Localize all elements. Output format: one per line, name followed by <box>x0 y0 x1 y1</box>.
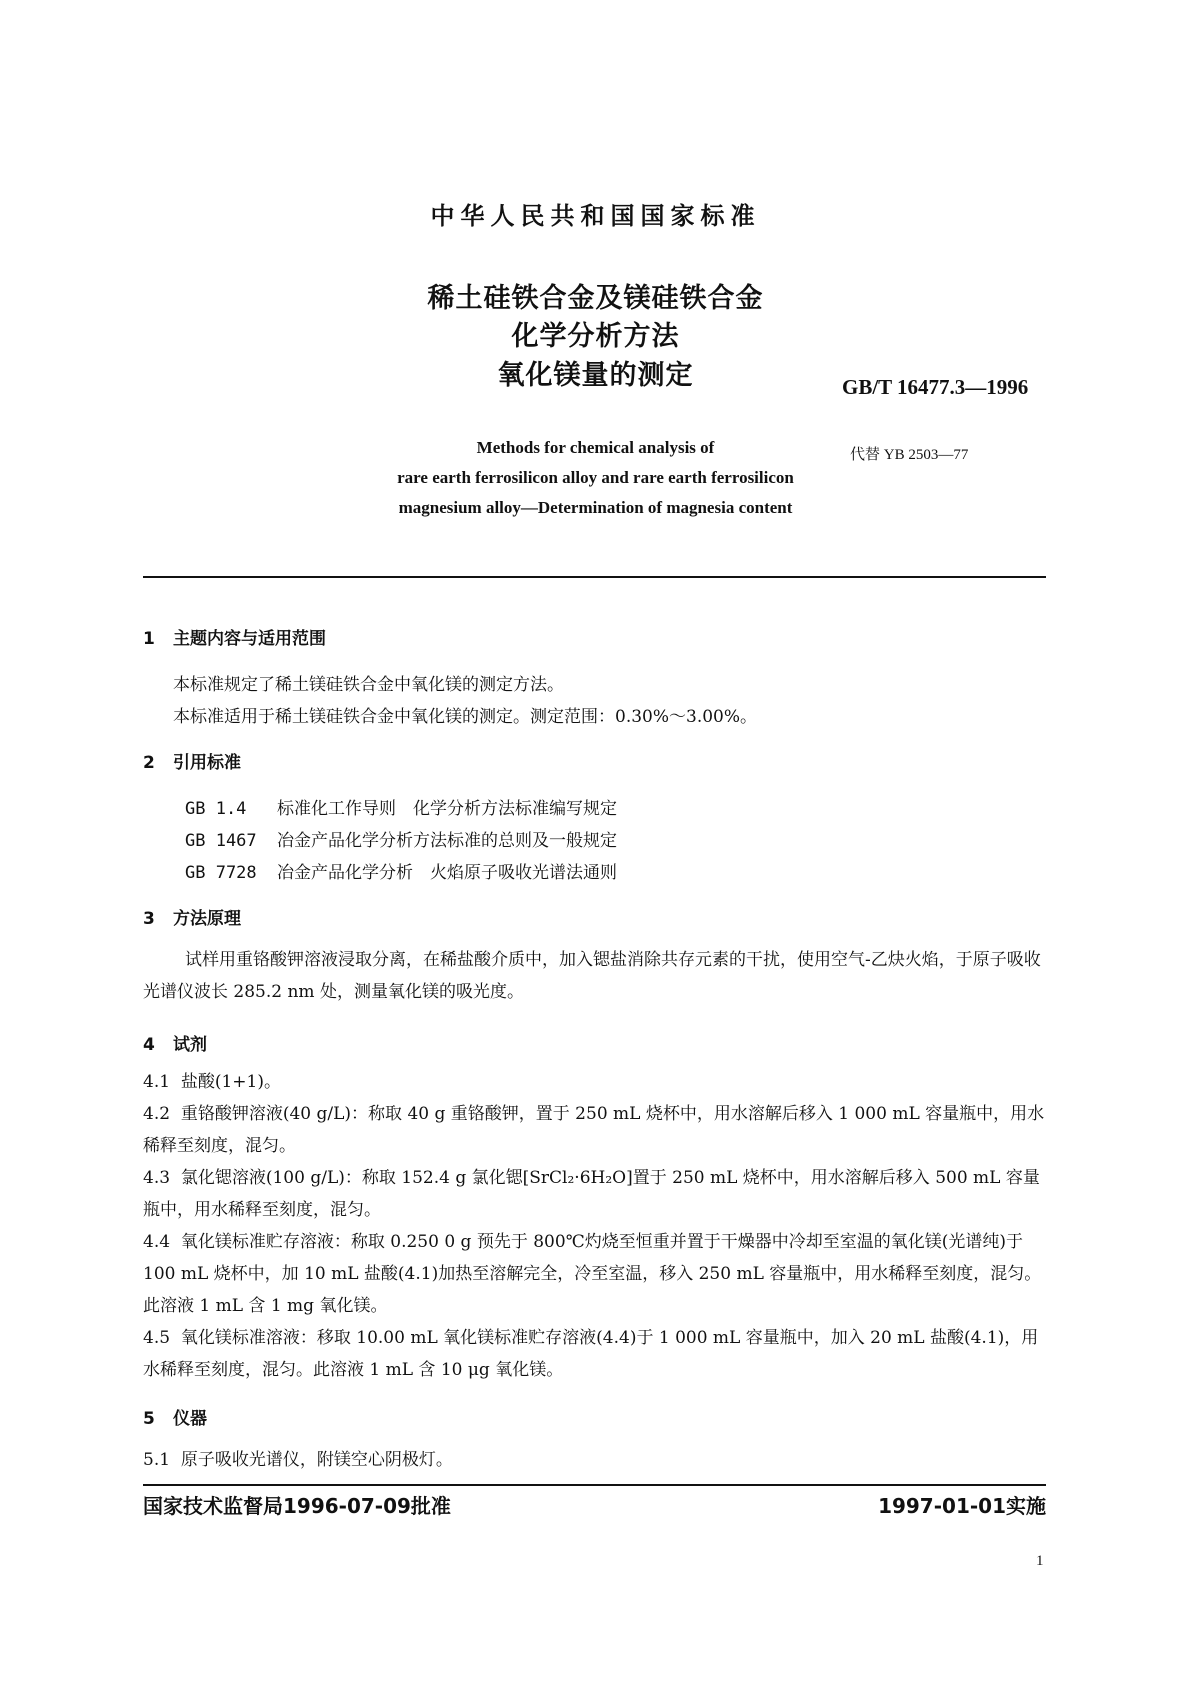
reagent-item <box>143 1098 1046 1162</box>
section-number: 2 <box>143 753 155 773</box>
item-text: 氯化锶溶液(100 g/L)：称取 152.4 g 氯化锶[SrCl₂·6H₂O]置于 250 mL 烧杯中，用水溶解后移入 500 mL 容量瓶中，用水稀释至刻度，混匀。 <box>143 1168 1040 1220</box>
reference-code: GB 1.4 <box>185 799 247 819</box>
national-standard-heading: 中华人民共和国国家标准 <box>430 202 761 230</box>
item-number: 5.1 <box>143 1450 171 1470</box>
title-en-line-2: rare earth ferrosilicon alloy and rare earth ferrosilicon <box>397 468 794 487</box>
item-text: 氧化镁标准溶液：移取 10.00 mL 氧化镁标准贮存溶液(4.4)于 1 000 mL 容量瓶中，加入 20 mL 盐酸(4.1)，用水稀释至刻度，混匀。此溶液 1 mL 含 10 μg 氧化镁。 <box>143 1328 1039 1380</box>
section-number: 5 <box>143 1409 155 1429</box>
section-4-heading <box>143 1030 207 1055</box>
reagent-item <box>143 1162 1046 1226</box>
section-1-paragraph-1: 本标准规定了稀土镁硅铁合金中氧化镁的测定方法。 <box>173 675 564 695</box>
section-3-heading <box>143 904 241 929</box>
reagent-item <box>143 1322 1046 1386</box>
standard-number: GB/T 16477.3—1996 <box>842 375 1029 399</box>
reference-title: 冶金产品化学分析 火焰原子吸收光谱法通则 <box>277 863 617 883</box>
reference-item <box>185 826 617 851</box>
section-number: 1 <box>143 629 155 649</box>
title-cn-line-2: 化学分析方法 <box>511 321 680 352</box>
reference-title: 标准化工作导则 化学分析方法标准编写规定 <box>277 799 617 819</box>
section-2-heading <box>143 748 241 773</box>
reference-title: 冶金产品化学分析方法标准的总则及一般规定 <box>277 831 617 851</box>
item-number: 4.5 <box>143 1328 171 1348</box>
section-title: 引用标准 <box>173 753 241 773</box>
reagent-item <box>143 1226 1046 1322</box>
title-en-line-3: magnesium alloy—Determination of magnesia content <box>398 498 793 517</box>
section-5-heading <box>143 1404 207 1429</box>
title-cn-line-3: 氧化镁量的测定 <box>497 360 694 391</box>
item-number: 4.1 <box>143 1072 171 1092</box>
item-text: 重铬酸钾溶液(40 g/L)：称取 40 g 重铬酸钾，置于 250 mL 烧杯中，用水溶解后移入 1 000 mL 容量瓶中，用水稀释至刻度，混匀。 <box>143 1104 1045 1156</box>
item-text: 原子吸收光谱仪，附镁空心阴极灯。 <box>180 1450 453 1470</box>
replaces-standard: 代替 YB 2503—77 <box>850 447 969 463</box>
implementation-date: 1997-01-01实施 <box>878 1494 1046 1518</box>
item-number: 4.4 <box>143 1232 171 1252</box>
reagent-item <box>143 1066 1046 1098</box>
item-number: 4.2 <box>143 1104 171 1124</box>
section-number: 4 <box>143 1035 155 1055</box>
footer-divider <box>143 1484 1046 1486</box>
section-title: 试剂 <box>173 1035 207 1055</box>
section-title: 仪器 <box>173 1409 207 1429</box>
reference-code: GB 1467 <box>185 831 257 851</box>
item-text: 盐酸(1+1)。 <box>180 1072 281 1092</box>
reference-item <box>185 794 617 819</box>
section-1-heading <box>143 624 326 649</box>
page-number: 1 <box>1036 1553 1044 1569</box>
reference-item <box>185 858 617 883</box>
reference-code: GB 7728 <box>185 863 257 883</box>
section-number: 3 <box>143 909 155 929</box>
approval-date: 国家技术监督局1996-07-09批准 <box>143 1494 451 1518</box>
section-title: 方法原理 <box>173 909 241 929</box>
header-divider <box>143 576 1046 578</box>
title-cn-line-1: 稀土硅铁合金及镁硅铁合金 <box>427 283 764 314</box>
title-en-line-1: Methods for chemical analysis of <box>476 438 715 457</box>
instrument-item <box>143 1444 1046 1476</box>
item-text: 氧化镁标准贮存溶液：称取 0.250 0 g 预先于 800℃灼烧至恒重并置于干燥器中冷却至室温的氧化镁(光谱纯)于 100 mL 烧杯中，加 10 mL 盐酸(4.1)加热至溶解完全，冷至室温，移入 250 mL 容量瓶中，用水稀释至刻度，混匀。此溶液 1 mL 含 1 mg 氧化镁。 <box>143 1232 1042 1316</box>
section-1-paragraph-2: 本标准适用于稀土镁硅铁合金中氧化镁的测定。测定范围：0.30%～3.00%。 <box>173 707 758 727</box>
item-number: 4.3 <box>143 1168 171 1188</box>
section-title: 主题内容与适用范围 <box>173 629 326 649</box>
section-3-paragraph: 试样用重铬酸钾溶液浸取分离，在稀盐酸介质中，加入锶盐消除共存元素的干扰，使用空气-乙炔火焰，于原子吸收光谱仪波长 285.2 nm 处，测量氧化镁的吸光度。 <box>143 950 1041 1002</box>
